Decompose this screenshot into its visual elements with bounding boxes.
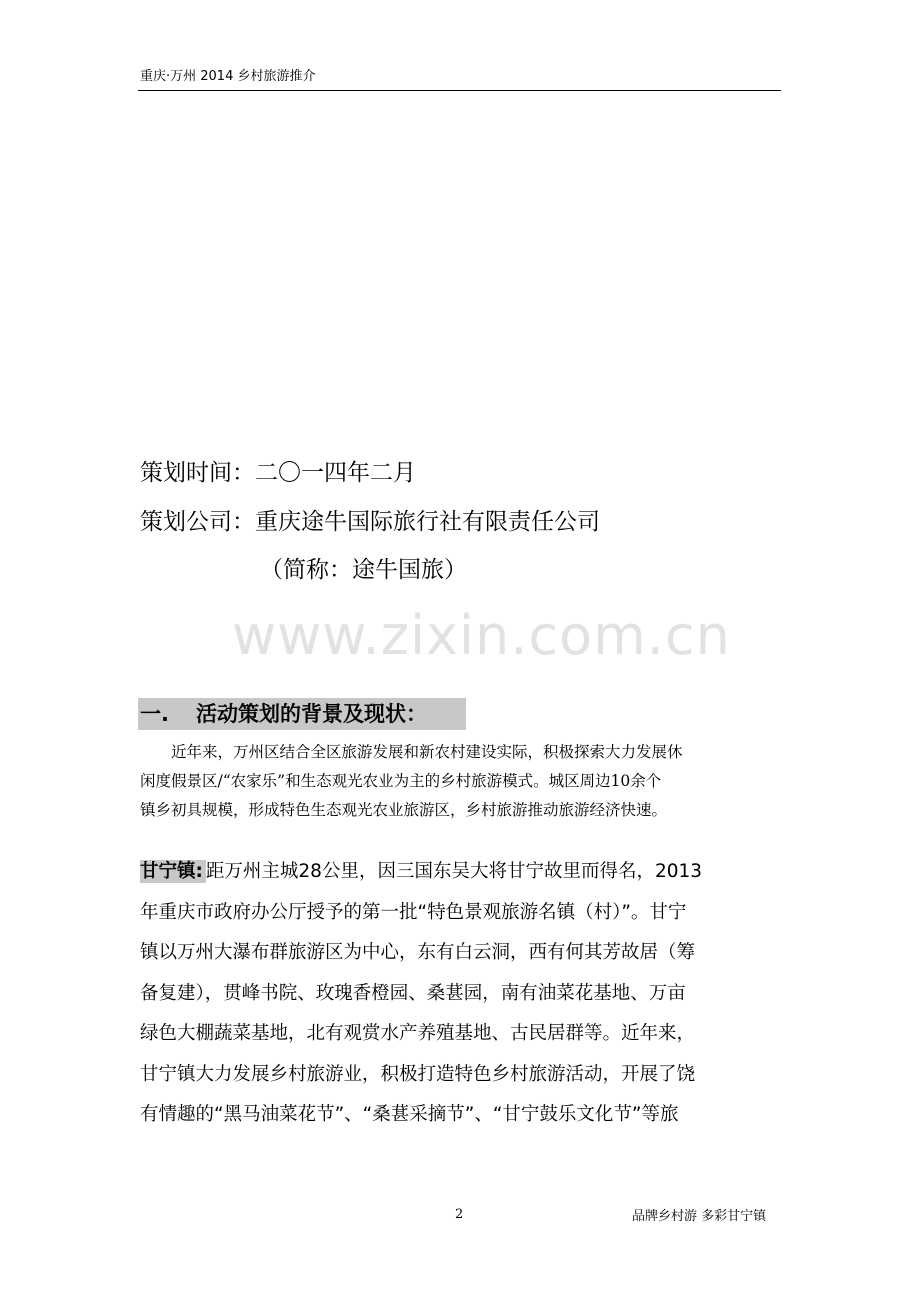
body-line bbox=[140, 852, 782, 893]
section-heading bbox=[138, 698, 466, 730]
body-line: 绿色大棚蔬菜基地，北有观赏水产养殖基地、古民居群等。近年来， bbox=[140, 1023, 696, 1044]
page-number: 2 bbox=[455, 1207, 464, 1222]
town-label: 甘宁镇: bbox=[140, 860, 206, 883]
section-number: 一. bbox=[140, 702, 169, 726]
company-abbreviation: （简称：途牛国旅） bbox=[260, 557, 467, 583]
intro-line: 近年来，万州区结合全区旅游发展和新农村建设实际，积极探索大力发展休 bbox=[171, 743, 683, 761]
intro-paragraph bbox=[140, 738, 782, 825]
body-line-text: 距万州主城28公里，因三国东吴大将甘宁故里而得名，2013 bbox=[205, 861, 703, 882]
body-line: 备复建），贯峰书院、玫瑰香橙园、桑葚园，南有油菜花基地、万亩 bbox=[140, 982, 686, 1004]
footer-slogan: 品牌乡村游 多彩甘宁镇 bbox=[632, 1209, 767, 1224]
intro-line: 闲度假景区/“农家乐”和生态观光农业为主的乡村旅游模式。城区周边10余个 bbox=[140, 772, 662, 790]
body-line: 有情趣的“黑马油菜花节”、“桑葚采摘节”、“甘宁鼓乐文化节”等旅 bbox=[140, 1104, 679, 1125]
watermark: www.zixin.com.cn bbox=[232, 604, 731, 667]
header-rule bbox=[138, 90, 781, 91]
body-line: 年重庆市政府办公厅授予的第一批“特色景观旅游名镇（村）”。甘宁 bbox=[140, 901, 687, 923]
planning-time: 策划时间：二〇一四年二月 bbox=[140, 460, 416, 486]
body-line: 甘宁镇大力发展乡村旅游业，积极打造特色乡村旅游活动，开展了饶 bbox=[140, 1063, 696, 1085]
section-title: 活动策划的背景及现状： bbox=[196, 702, 427, 726]
body-line: 镇以万州大瀑布群旅游区为中心，东有白云洞，西有何其芳故居（筹 bbox=[140, 942, 696, 963]
body-paragraph bbox=[140, 852, 782, 1136]
header-title: 重庆·万州 2014 乡村旅游推介 bbox=[140, 69, 316, 84]
intro-line: 镇乡初具规模，形成特色生态观光农业旅游区，乡村旅游推动旅游经济快速。 bbox=[140, 801, 668, 819]
planning-company: 策划公司：重庆途牛国际旅行社有限责任公司 bbox=[140, 509, 600, 535]
